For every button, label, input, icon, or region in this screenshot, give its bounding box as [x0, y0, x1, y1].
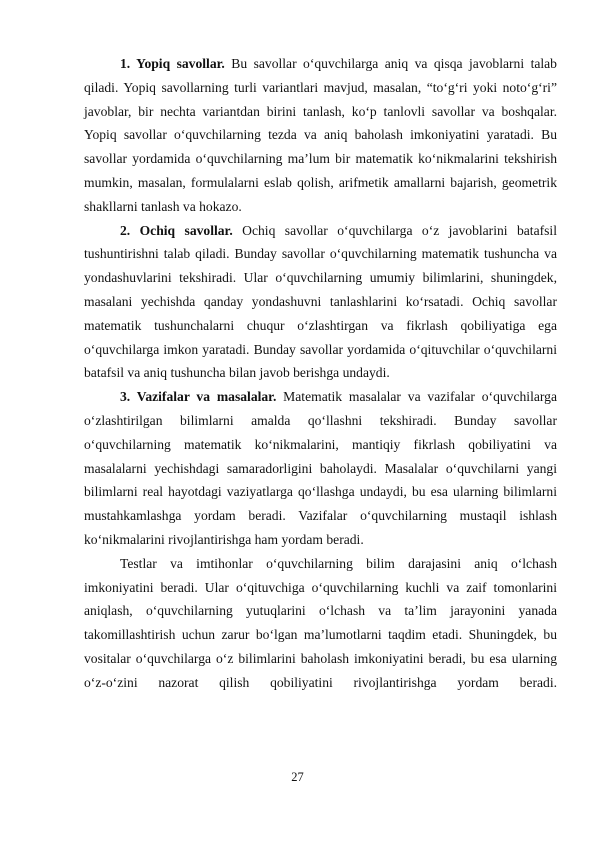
- paragraph-heading: 1. Yopiq savollar.: [120, 56, 225, 71]
- page-number: 27: [291, 770, 304, 784]
- paragraph-text: Matematik masalalar va vazifalar o‘quvchilarga o‘zlashtirilgan bilimlarni amalda qo‘llashni tekshiradi. Bunday savollar o‘quvchilarning matematik ko‘nikmalarini, mantiqiy fikrlash qobiliyatini va masalalarni yechishdagi samaradorligini baholaydi. Masalalar o‘quvchilarni yangi bilimlarni real hayotdagi vaziyatlarga qo‘llashga undaydi, bu esa ularning bilimlarni mustahkamlashga yordam beradi. Vazifalar o‘quvchilarning mustaqil ishlash ko‘nikmalarini rivojlantirishga ham yordam beradi.: [84, 389, 557, 547]
- paragraph-text: Bu savollar o‘quvchilarga aniq va qisqa javoblarni talab qiladi. Yopiq savollarning turli variantlari mavjud, masalan, “to‘g‘ri yoki noto‘g‘ri” javoblar, bir nechta variantdan birini tanlash, ko‘p tanlovli savollar va boshqalar. Yopiq savollar o‘quvchilarning tezda va aniq baholash imkoniyatini yaratadi. Bu savollar yordamida o‘quvchilarning ma’lum bir matematik ko‘nikmalarini tekshirish mumkin, masalan, formulalarni eslab qolish, arifmetik amallarni bajarish, geometrik shakllarni tanlash va hokazo.: [84, 56, 557, 214]
- paragraph-text: Testlar va imtihonlar o‘quvchilarning bilim darajasini aniq o‘lchash imkoniyatini beradi. Ular o‘qituvchiga o‘quvchilarning kuchli va zaif tomonlarini aniqlash, o‘quvchilarning yutuqlarini o‘lchash va ta’lim jarayonini yanada takomillashtirish uchun zarur bo‘lgan ma’lumotlarni taqdim etadi. Shuningdek, bu vositalar o‘quvchilarga o‘z bilimlarini baholash imkoniyatini beradi, bu esa ularning o‘z-o‘zini nazorat qilish qobiliyatini rivojlantirishga yordam beradi.: [84, 555, 557, 690]
- paragraph-heading: 2. Ochiq savollar.: [120, 222, 233, 238]
- paragraph-text: Ochiq savollar o‘quvchilarga o‘z javoblarini batafsil tushuntirishni talab qiladi. Bunday savollar o‘quvchilarning matematik tushuncha va yondashuvlarini tekshiradi. Ular o‘quvchilarning umumiy bilimlarini, shuningdek, masalani yechishda qanday yondashuvni tanlashlarini ko‘rsatadi. Ochiq savollar matematik tushunchalarni chuqur o‘zlashtirgan va fikrlash qobiliyatiga ega o‘quvchilarga imkon yaratadi. Bunday savollar yordamida o‘qituvchilar o‘quvchilarni batafsil va aniq tushuncha bilan javob berishga undaydi.: [84, 222, 557, 381]
- paragraph-closed-questions: [84, 52, 557, 219]
- paragraph-heading: 3. Vazifalar va masalalar.: [120, 389, 277, 405]
- document-body: [84, 52, 557, 695]
- paragraph-open-questions: [84, 219, 557, 386]
- paragraph-tasks-and-problems: [84, 385, 557, 552]
- paragraph-tests-and-exams: [84, 552, 557, 695]
